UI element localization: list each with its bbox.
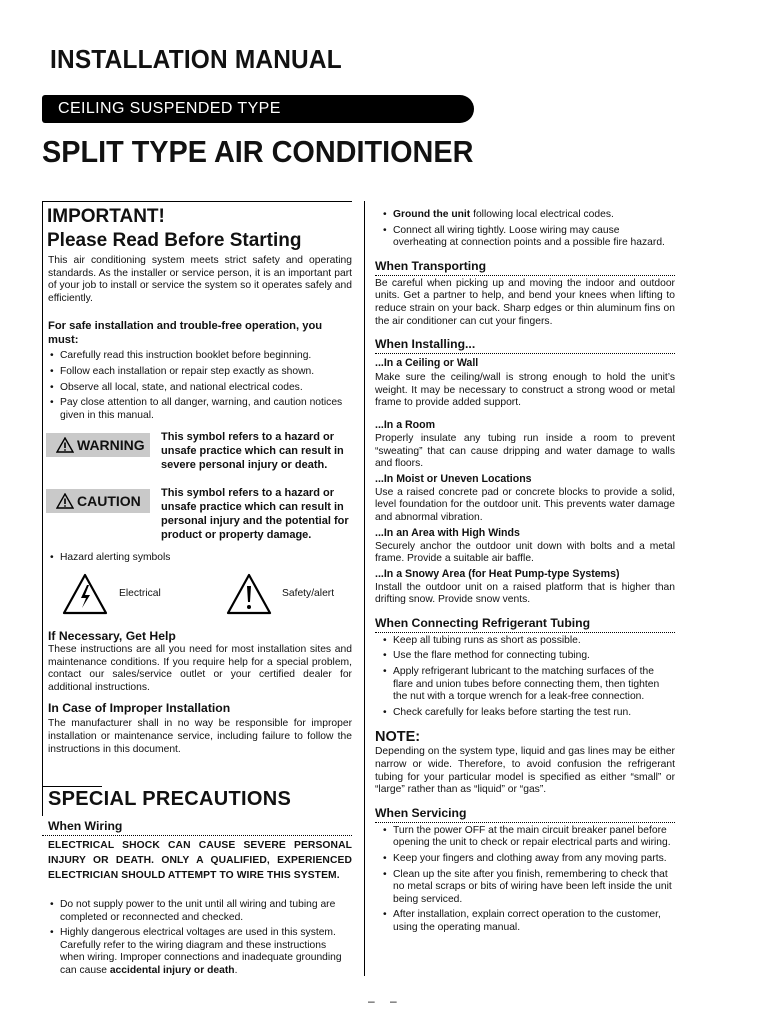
improper-text: The manufacturer shall in no way be responsible for improper installation or maintenance service, including failure to follow the instructions in this document. [48,718,352,755]
type-banner: CEILING SUSPENDED TYPE [42,95,474,123]
document-title: INSTALLATION MANUAL [50,44,342,74]
ground-text: following local electrical codes. [470,209,614,220]
list-item [375,209,675,222]
note-heading: NOTE: [375,729,421,746]
wiring-heading: When Wiring [42,819,352,836]
list-item: • Do not supply power to the unit until all wiring and tubing are completed or reconnected and checked. [42,899,352,924]
important-intro: This air conditioning system meets strict safety and operating standards. As the installer or service person, it is an important part of your job to install or service the system so it operates safely and efficiently. [48,255,352,304]
servicing-heading: When Servicing [375,806,675,823]
help-text: These instructions are all you need for most installation sites and maintenance conditions. If you require help for a special problem, contact our sales/service outlet or your certified dealer for additional instructions. [48,643,352,693]
room-heading: ...In a Room [375,418,436,431]
list-item: • Carefully read this instruction booklet before beginning. [42,350,348,363]
warning-triangle-icon [56,437,77,453]
wiring-item-text: Highly dangerous electrical voltages are used in this system. Carefully refer to the wiring diagram and these instructions when wiring. Improper connections and inadequate grounding can cause [60,927,342,977]
page-number: – – [368,994,403,1008]
electrical-label: Electrical [119,587,161,599]
help-heading: If Necessary, Get Help [48,628,176,643]
note-text: Depending on the system type, liquid and gas lines may be either narrow or wide. Therefore, to avoid confusion the refrigerant tubing for your particular model is specified as either “small” or “large” rather than as “liquid” or “gas”. [375,746,675,796]
list-item: • Clean up the site after you finish, remembering to check that no metal scraps or bits of wiring have been left inside the unit being serviced. [375,869,675,907]
list-item: • Keep all tubing runs as short as possible. [375,635,675,648]
safety-alert-icon [226,573,272,620]
caution-badge [46,489,150,513]
ceiling-heading: ...In a Ceiling or Wall [375,357,479,370]
hazard-list [42,552,352,565]
moist-text: Use a raised concrete pad or concrete blocks to provide a solid, level foundation for the outdoor unit. This prevents water damage and abnormal vibration. [375,486,675,523]
warning-row [42,430,352,486]
warning-badge [46,433,150,457]
list-item: • Connect all wiring tightly. Loose wiring may cause overheating at connection points and a possible fire hazard. [375,225,675,250]
winds-heading: ...In an Area with High Winds [375,526,520,539]
snowy-heading: ...In a Snowy Area (for Heat Pump-type Systems) [375,567,620,580]
special-precautions-heading: SPECIAL PRECAUTIONS [48,788,292,811]
list-item: • Keep your fingers and clothing away from any moving parts. [375,853,675,866]
safety-label: Safety/alert [282,587,335,599]
list-item: • Observe all local, state, and national electrical codes. [42,382,348,395]
wiring-warning: ELECTRICAL SHOCK CAN CAUSE SEVERE PERSONAL INJURY OR DEATH. ONLY A QUALIFIED, EXPERIENCED ELECTRICIAN SHOULD ATTEMPT TO WIRE THIS SYSTEM. [48,840,352,882]
list-item: • Turn the power OFF at the main circuit breaker panel before opening the unit to check or repair electrical parts and wiring. [375,825,675,850]
caution-row [42,486,352,552]
transport-heading: When Transporting [375,259,675,276]
must-list [42,350,352,422]
winds-text: Securely anchor the outdoor unit down with bolts and a metal frame. Provide a suitable air baffle. [375,540,675,565]
warning-text: This symbol refers to a hazard or unsafe practice which can result in severe personal injury or death. [161,431,344,472]
wiring-item-emphasis: accidental injury or death [109,965,235,977]
list-item: • After installation, explain correct operation to the customer, using the operating manual. [375,909,675,934]
center-frame-line [364,201,365,976]
tubing-list [375,635,675,720]
ground-emphasis: Ground the unit [393,209,471,220]
warning-label: WARNING [77,437,145,454]
main-title: SPLIT TYPE AIR CONDITIONER [42,134,474,169]
wiring-continued-list [375,209,675,250]
improper-heading: In Case of Improper Installation [48,701,231,716]
electrical-hazard-icon [62,573,108,620]
snowy-text: Install the outdoor unit on a raised platform that is higher than drifting snow. Provide snow vents. [375,581,675,606]
list-item: • Hazard alerting symbols [42,552,352,565]
must-heading: For safe installation and trouble-free operation, you must: [48,320,323,347]
list-item: • Apply refrigerant lubricant to the matching surfaces of the flare and union tubes before connecting them, then tighten the nut with a torque wrench for a leak-free connection. [375,666,675,704]
caution-text: This symbol refers to a hazard or unsafe practice which can result in personal injury and the potential for product or property damage. [161,487,349,542]
servicing-list [375,825,675,935]
tubing-heading: When Connecting Refrigerant Tubing [375,616,675,633]
left-column [42,201,352,978]
installing-heading: When Installing... [375,337,675,354]
list-item: • Use the flare method for connecting tubing. [375,650,675,663]
list-item [42,927,352,977]
list-item: • Pay close attention to all danger, warning, and caution notices given in this manual. [42,397,348,422]
wiring-list [42,899,352,978]
read-before-heading: Please Read Before Starting [47,230,302,251]
hazard-symbols [42,573,352,625]
caution-label: CAUTION [77,493,141,510]
list-item: • Follow each installation or repair step exactly as shown. [42,366,348,379]
right-column [375,201,675,935]
ceiling-text: Make sure the ceiling/wall is strong enough to hold the unit’s weight. It may be necessary to construct a strong wood or metal frame to provide added support. [375,372,675,409]
caution-triangle-icon [56,493,77,509]
room-text: Properly insulate any tubing run inside a room to prevent “sweating” that can cause dripping and water damage to walls and floors. [375,432,675,470]
important-heading: IMPORTANT! [47,206,165,227]
wiring-item-end: . [234,965,238,977]
list-item: • Check carefully for leaks before starting the test run. [375,707,675,720]
moist-heading: ...In Moist or Uneven Locations [375,472,532,485]
transport-text: Be careful when picking up and moving the indoor and outdoor units. Get a partner to help, and bend your knees when lifting to reduce strain on your back. Sharp edges or thin aluminum fins on the air conditioner can cut your fingers. [375,277,675,327]
